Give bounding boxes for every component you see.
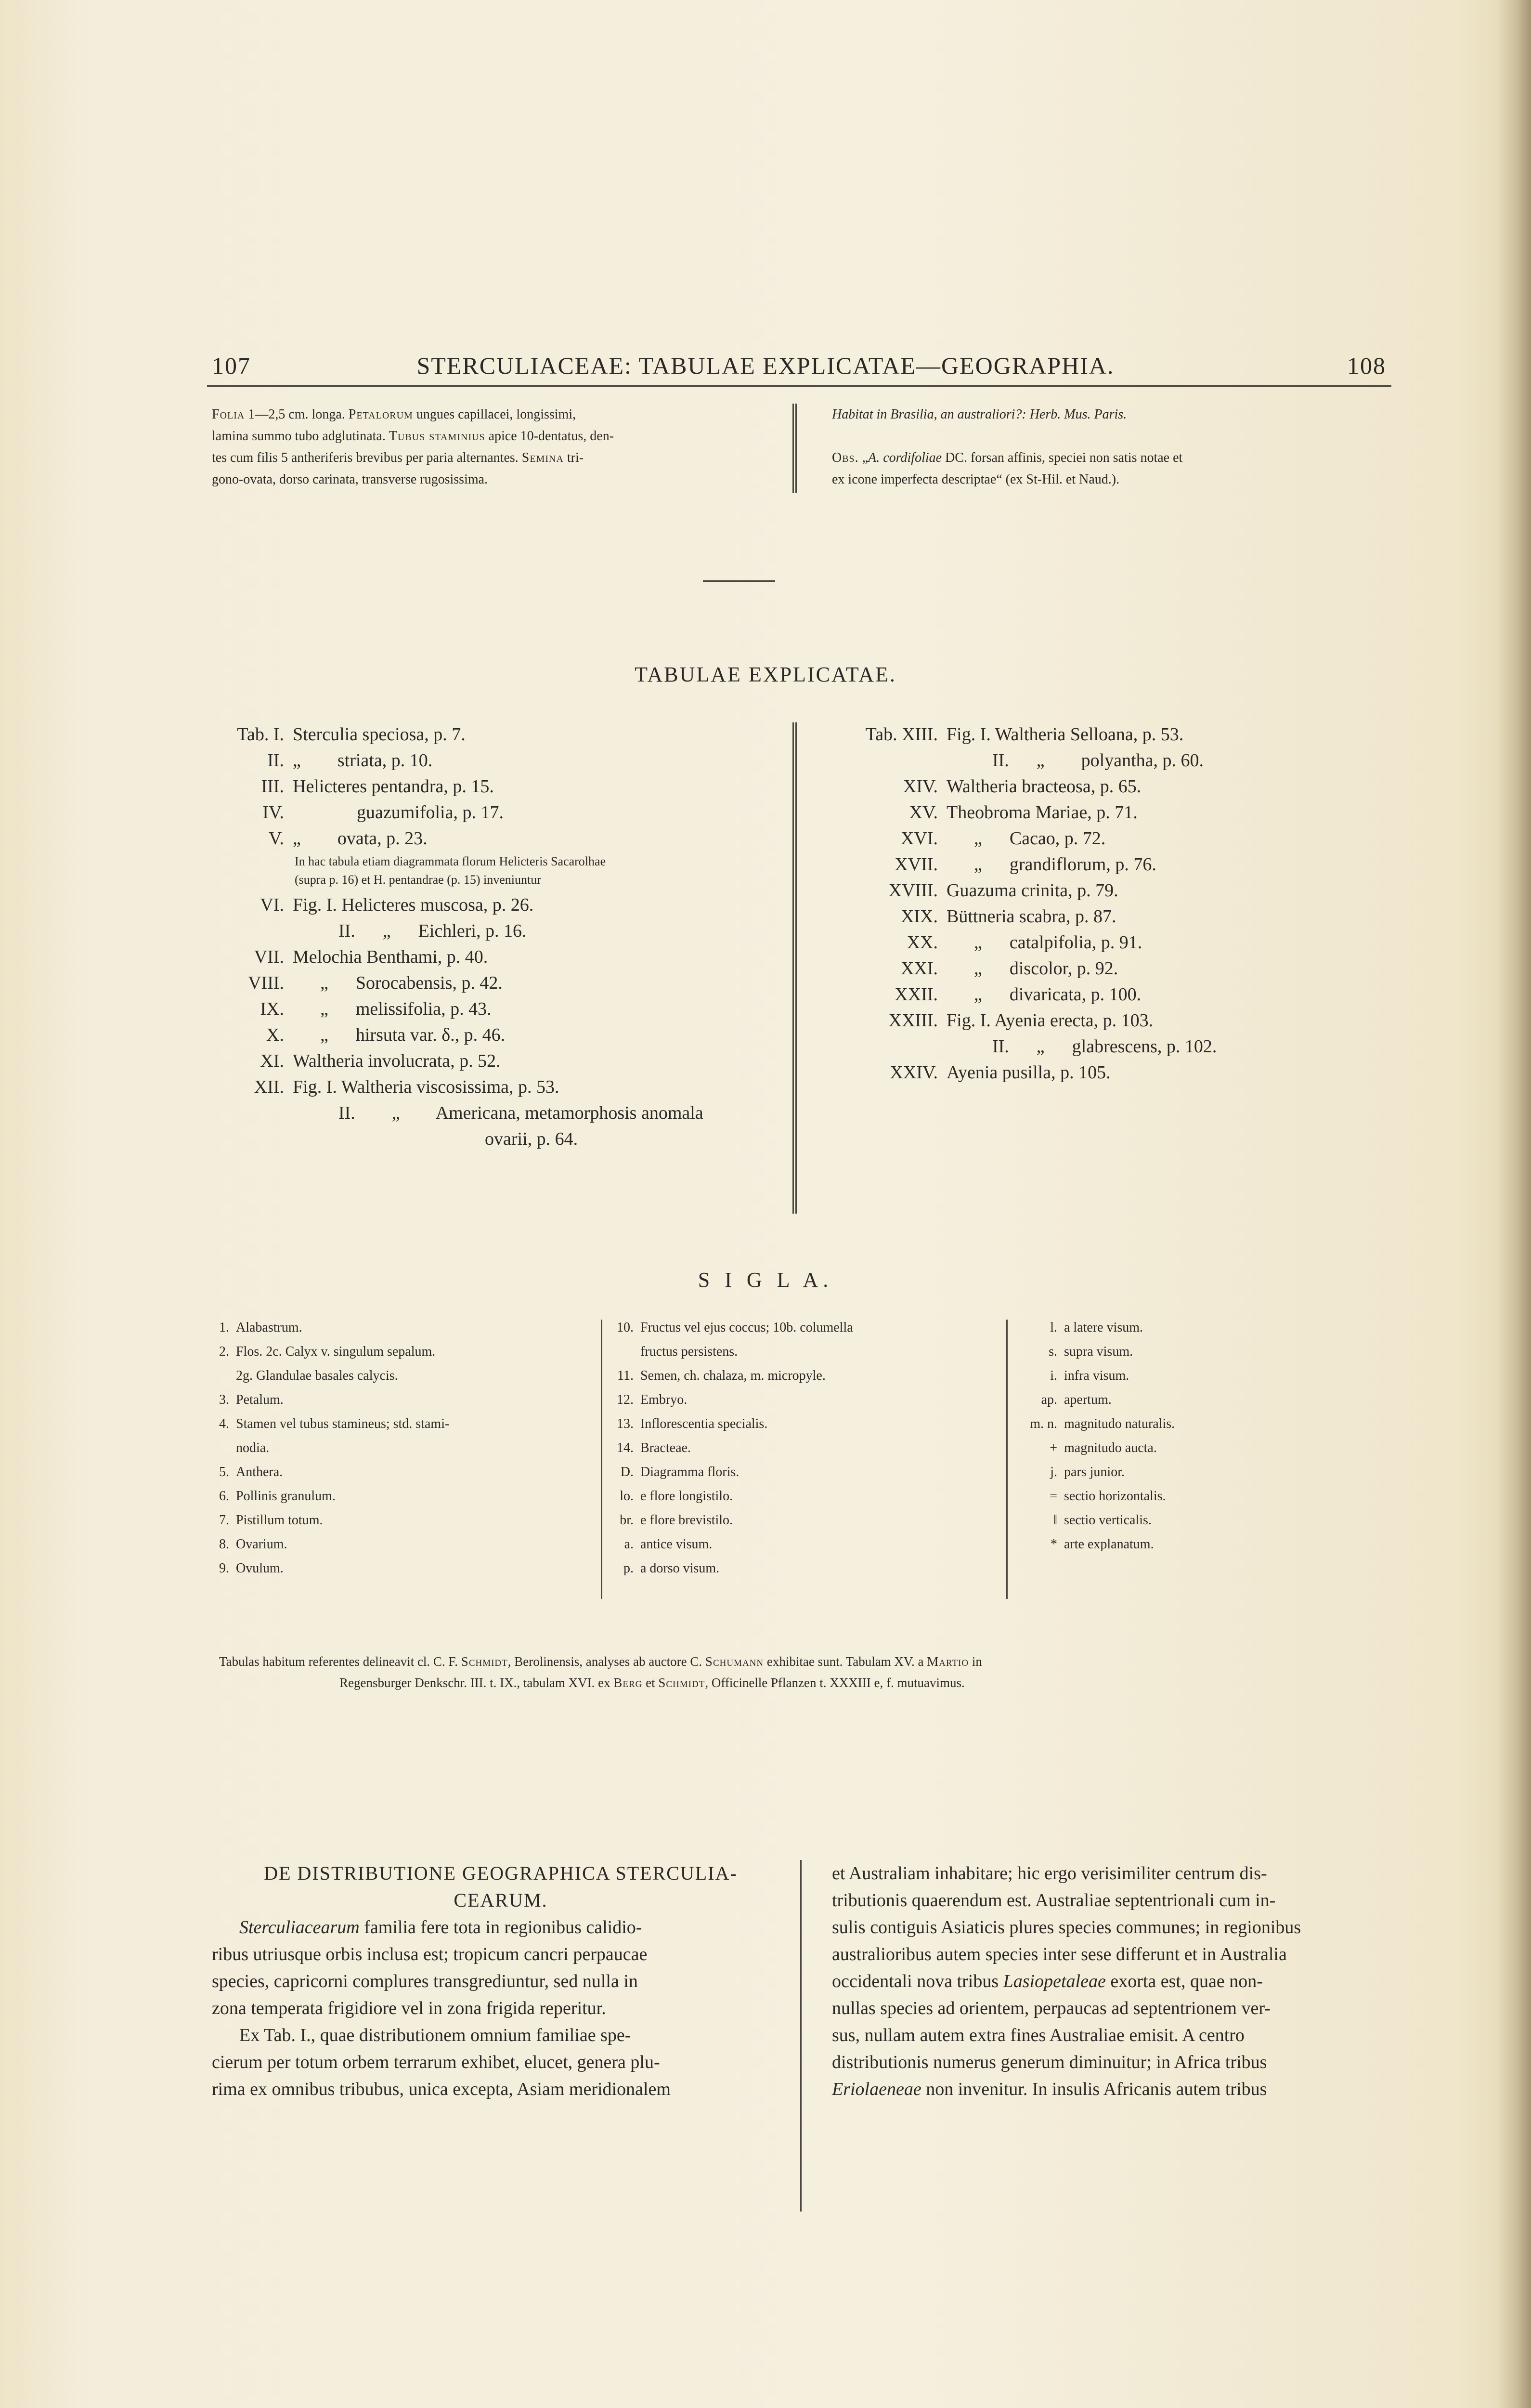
tab-number: XVI. [900,828,938,849]
sigla-key: D. [620,1465,634,1479]
text-segment: gono-ovata, dorso carinata, transverse rugosissima. [212,472,488,487]
sigla-key: 5. [219,1465,229,1479]
sigla-entry [212,1316,597,1340]
text-segment: ribus utriusque orbis inclusa est; tropicum cancri perpaucae [212,1944,648,1964]
text-line [212,1968,790,1995]
text-segment: non invenitur. In insulis Africanis autem tribus [921,2079,1267,2099]
tab-description: „ melissifolia, p. 43. [293,999,492,1019]
sigla-key: * [1051,1537,1057,1552]
small-caps-text: Martio [927,1654,969,1669]
sigla-value: Petalum. [236,1392,284,1407]
text-segment: cierum per totum orbem terrarum exhibet, elucet, genera plu- [212,2052,660,2072]
text-segment: , Berolinensis, analyses ab auctore C. [507,1654,705,1669]
tab-entry [212,970,780,996]
sigla-key: ‖ [1053,1513,1057,1528]
sigla-key: br. [620,1513,634,1528]
right-page-number: 108 [1347,352,1386,379]
tab-note-line: (supra p. 16) et H. pentandrae (p. 15) inveniuntur [295,873,541,887]
sigla-entry [1016,1364,1401,1388]
tab-entry [212,721,780,747]
sigla-entry [1016,1316,1401,1340]
text-segment: „ [858,450,869,465]
sigla-entry [212,1557,597,1581]
sigla-key: 6. [219,1489,229,1504]
tab-description: „ Cacao, p. 72. [947,828,1106,849]
sigla-value: Bracteae. [640,1440,691,1455]
text-line [219,1651,1408,1672]
tab-entry [827,1060,1405,1086]
sigla-entry [1016,1436,1401,1460]
text-line [212,2076,790,2103]
sigla-entry [1016,1412,1401,1436]
tab-entry [827,825,1405,851]
tab-description: guazumifolia, p. 17. [293,802,504,823]
sigla-entry [611,1532,997,1557]
tab-entry [212,1074,780,1100]
text-line [832,2049,1410,2076]
small-caps-text: Obs. [832,450,859,465]
sigla-entry [611,1557,997,1581]
sigla-key: i. [1050,1368,1057,1383]
sigla-value: nodia. [236,1440,270,1455]
sigla-value: Diagramma floris. [640,1465,740,1479]
sigla-value: Embryo. [640,1392,688,1407]
text-line [832,1887,1410,1914]
tab-description: Fig. I. Helicteres muscosa, p. 26. [293,895,534,915]
tab-entry [212,944,780,970]
sigla-entry [212,1436,597,1460]
text-line [832,1941,1410,1968]
distributio-title-line-2: CEARUM. [454,1889,548,1911]
sigla-key: 3. [219,1392,229,1407]
sigla-value: e flore brevistilo. [640,1513,733,1528]
sigla-key: 1. [219,1320,229,1335]
small-caps-text: Petalorum [348,407,413,422]
tab-description: Fig. I. Waltheria Selloana, p. 53. [947,724,1184,745]
sigla-entry [1016,1340,1401,1364]
text-segment: et Australiam inhabitare; hic ergo verisimiliter centrum dis- [832,1863,1267,1884]
tab-note [212,852,780,889]
sigla-value: sectio horizontalis. [1064,1489,1166,1504]
text-segment: distributionis numerus generum diminuitur; in Africa tribus [832,2052,1267,2072]
text-segment: rima ex omnibus tribubus, unica excepta, Asiam meridionalem [212,2079,671,2099]
sigla-entry [1016,1460,1401,1484]
sigla-entry [212,1412,597,1436]
text-segment: DC. forsan affinis, speciei non satis notae et [942,450,1183,465]
tabulae-column-divider [792,722,797,1214]
text-segment: sus, nullam autem extra fines Australiae emisit. A centro [832,2025,1245,2045]
small-caps-text: Schmidt [658,1675,705,1690]
tab-description: Melochia Benthami, p. 40. [293,947,488,967]
text-line [832,1860,1410,1887]
text-line [212,425,780,447]
left-page-number: 107 [212,352,251,379]
sigla-key: s. [1049,1344,1057,1359]
sigla-key: = [1050,1489,1057,1504]
sigla-divider-1 [601,1320,602,1599]
text-segment: lamina summo tubo adglutinata. [212,429,389,444]
text-segment: Tabulas habitum referentes delineavit cl. C. F. [219,1654,461,1669]
tab-number: Tab. I. [237,724,284,745]
sigla-entry [611,1364,997,1388]
text-segment: familia fere tota in regionibus calidio- [359,1917,642,1937]
sigla-value: Fructus vel ejus coccus; 10b. columella [640,1320,853,1335]
tab-description: Fig. I. Waltheria viscosissima, p. 53. [293,1077,559,1097]
sigla-entry [611,1484,997,1508]
text-segment: tributionis quaerendum est. Australiae septentrionali cum in- [832,1890,1276,1911]
italic-text: Sterculiacearum [239,1917,360,1937]
sigla-entry [212,1508,597,1532]
text-line [212,1914,790,1941]
sigla-key: j. [1050,1465,1057,1479]
text-line [212,1941,790,1968]
sigla-column-3 [1016,1316,1401,1557]
tab-number: VII. [254,947,284,967]
tab-number: X. [266,1025,284,1045]
tab-number: XII. [254,1077,284,1097]
tab-description: „ divaricata, p. 100. [947,984,1142,1005]
sigla-entry [611,1316,997,1340]
sigla-value: fructus persistens. [640,1344,738,1359]
tab-description: „ hirsuta var. δ., p. 46. [293,1025,506,1045]
text-line [212,447,780,469]
text-line [832,2022,1410,2049]
tab-description: Waltheria involucrata, p. 52. [293,1051,501,1071]
tab-description: „ Sorocabensis, p. 42. [293,973,503,993]
sigla-value: magnitudo aucta. [1064,1440,1157,1455]
tab-entry [827,721,1405,747]
sigla-entry [611,1340,997,1364]
sigla-key: lo. [620,1489,634,1504]
tab-description: Sterculia speciosa, p. 7. [293,724,466,745]
tab-description: Helicteres pentandra, p. 15. [293,776,494,797]
sigla-entry [1016,1388,1401,1412]
distributio-title-line-1: DE DISTRIBUTIONE GEOGRAPHICA STERCULIA- [264,1862,738,1884]
text-line [832,1968,1410,1995]
tab-number: Tab. XIII. [865,724,938,745]
sigla-entry [212,1388,597,1412]
tab-number: XI. [260,1051,284,1071]
text-segment: tri- [563,450,584,465]
italic-text: A. cordifoliae [868,450,942,465]
tab-number: IV. [262,802,284,823]
tab-number: XVIII. [888,880,938,901]
tabulae-caption [219,1651,1408,1693]
sigla-entry [611,1508,997,1532]
page-header-title [0,352,1531,380]
sigla-value: Flos. 2c. Calyx v. singulum sepalum. [236,1344,436,1359]
tab-entry [212,1048,780,1074]
sigla-value: Alabastrum. [236,1320,302,1335]
tab-number: XVII. [895,854,938,875]
sigla-title: S I G L A. [698,1268,833,1292]
text-segment: , Officinelle Pflanzen t. XXXIII e, f. mutuavimus. [705,1675,965,1690]
tab-entry [827,903,1405,929]
text-line [219,1672,1408,1693]
tab-number: VIII. [248,973,284,993]
sigla-value: magnitudo naturalis. [1064,1416,1175,1431]
text-segment: exorta est, quae non- [1105,1971,1263,1991]
header-rule [207,385,1391,387]
tab-description: Theobroma Mariae, p. 71. [947,802,1138,823]
tab-entry [212,799,780,825]
sigla-key: 9. [219,1561,229,1576]
tab-description: Guazuma crinita, p. 79. [947,880,1118,901]
tab-entry [827,1034,1405,1060]
sigla-key: 7. [219,1513,229,1528]
sigla-entry [212,1460,597,1484]
text-line [832,2076,1410,2103]
tab-entry [212,825,780,851]
sigla-value: Inflorescentia specialis. [640,1416,768,1431]
distributio-column-divider [800,1860,802,2212]
top-left-text [212,404,780,490]
text-line [212,2022,790,2049]
sigla-entry [1016,1532,1401,1557]
sigla-value: Ovarium. [236,1537,287,1552]
sigla-column-2 [611,1316,997,1581]
section-separator-rule [703,580,775,582]
sigla-value: antice visum. [640,1537,713,1552]
text-line [212,469,780,490]
text-line [832,425,1405,447]
italic-text: Lasiopetaleae [1003,1971,1106,1991]
tab-description: „ ovata, p. 23. [293,828,428,849]
sigla-key: 2. [219,1344,229,1359]
sigla-key: m. n. [1030,1416,1057,1431]
sigla-entry [611,1412,997,1436]
sigla-key: p. [623,1561,634,1576]
sigla-key: ap. [1041,1392,1057,1407]
tab-number: II. [267,750,284,771]
text-segment: sulis contiguis Asiaticis plures species communes; in regionibus [832,1917,1301,1937]
tab-number: XXI. [900,958,938,979]
sigla-entry [212,1484,597,1508]
tab-description: II. „ Eichleri, p. 16. [293,921,527,941]
tab-number: XXIII. [888,1010,938,1031]
tab-entry [212,1100,780,1126]
text-line [832,1995,1410,2022]
tab-description: II. „ polyantha, p. 60. [947,750,1204,771]
sigla-value: apertum. [1064,1392,1112,1407]
tabulae-title: TABULAE EXPLICATAE. [635,663,896,686]
text-line [832,1914,1410,1941]
tab-description: „ discolor, p. 92. [947,958,1118,979]
sigla-key: 10. [617,1320,634,1335]
sigla-value: arte explanatum. [1064,1537,1154,1552]
text-segment: exhibitae sunt. Tabulam XV. a [764,1654,927,1669]
text-segment: ungues capillacei, longissimi, [413,407,576,422]
text-segment: et [642,1675,659,1690]
tab-entry [212,773,780,799]
sigla-value: sectio verticalis. [1064,1513,1152,1528]
header-title-text: STERCULIACEAE: TABULAE EXPLICATAE—GEOGRAPHIA. [416,352,1115,379]
sigla-entry [1016,1484,1401,1508]
sigla-column-1 [212,1316,597,1581]
text-segment: occidentali nova tribus [832,1971,1003,1991]
tabulae-left-list [212,721,780,1152]
sigla-key: 12. [617,1392,634,1407]
tab-entry [827,747,1405,773]
small-caps-text: Schmidt [461,1654,508,1669]
tab-entry [827,955,1405,982]
text-segment: in [969,1654,982,1669]
tab-entry [212,892,780,918]
tab-entry [212,1126,780,1152]
tab-description: „ grandiflorum, p. 76. [947,854,1156,875]
tab-description: Waltheria bracteosa, p. 65. [947,776,1142,797]
sigla-divider-2 [1006,1320,1008,1599]
tab-number: XV. [909,802,938,823]
small-caps-text: Schumann [705,1654,764,1669]
tab-entry [212,747,780,773]
text-segment [212,1917,239,1937]
tab-number: IX. [260,999,284,1019]
sigla-value: a dorso visum. [640,1561,720,1576]
text-line [832,404,1405,425]
sigla-value: a latere visum. [1064,1320,1143,1335]
sigla-entry [1016,1508,1401,1532]
small-caps-text: Tubus staminius [389,429,485,444]
tab-number: XIV. [903,776,938,797]
tab-description: Ayenia pusilla, p. 105. [947,1062,1111,1083]
sigla-value: Stamen vel tubus stamineus; std. stami- [236,1416,450,1431]
small-caps-text: Folia [212,407,245,422]
tab-entry [827,773,1405,799]
small-caps-text: Berg [613,1675,643,1690]
tab-entry [212,918,780,944]
tab-description: „ catalpifolia, p. 91. [947,932,1142,953]
text-segment: 1—2,5 cm. longa. [245,407,349,422]
sigla-value: Pistillum totum. [236,1513,323,1528]
tab-number: XIX. [900,906,938,927]
sigla-value: Semen, ch. chalaza, m. micropyle. [640,1368,826,1383]
text-segment: ex icone imperfecta descriptae“ (ex St-Hil. et Naud.). [832,472,1120,487]
sigla-key: l. [1050,1320,1057,1335]
italic-text: Eriolaeneae [832,2079,921,2099]
small-caps-text: Semina [521,450,564,465]
tab-note-line: In hac tabula etiam diagrammata florum Helicteris Sacarolhae [295,854,606,868]
text-line [832,469,1405,490]
sigla-entry [212,1532,597,1557]
tabulae-right-list [827,721,1405,1086]
tab-entry [212,996,780,1022]
tab-entry [827,929,1405,955]
tab-entry [827,1008,1405,1034]
text-segment: nullas species ad orientem, perpaucas ad septentrionem ver- [832,1998,1271,2018]
text-line [212,1995,790,2022]
tab-entry [827,982,1405,1008]
sigla-key: 14. [617,1440,634,1455]
sigla-value: supra visum. [1064,1344,1133,1359]
tab-description: „ striata, p. 10. [293,750,433,771]
column-divider-top [792,404,797,493]
text-segment: tes cum filis 5 antheriferis brevibus per paria alternantes. [212,450,522,465]
text-line [832,447,1405,469]
sigla-value: e flore longistilo. [640,1489,733,1504]
sigla-key: 13. [617,1416,634,1431]
distributio-right-column [832,1860,1410,2103]
distributio-left-column [212,1914,790,2103]
sigla-key: 11. [617,1368,634,1383]
sigla-value: infra visum. [1064,1368,1129,1383]
tab-entry [827,851,1405,877]
sigla-value: Pollinis granulum. [236,1489,336,1504]
tab-description: II. „ Americana, metamorphosis anomala [293,1103,703,1123]
tab-number: XX. [907,932,938,953]
sigla-entry [611,1436,997,1460]
text-segment: zona temperata frigidiore vel in zona frigida reperitur. [212,1998,606,2018]
distributio-title [212,1860,790,1914]
sigla-key: 4. [219,1416,229,1431]
sigla-entry [611,1460,997,1484]
sigla-key: 8. [219,1537,229,1552]
sigla-entry [611,1388,997,1412]
sigla-value: Anthera. [236,1465,283,1479]
italic-text: Habitat in Brasilia, an australiori?: Herb. Mus. Paris. [832,407,1127,422]
tab-number: XXIV. [890,1062,938,1083]
text-line [212,2049,790,2076]
sigla-value: Ovulum. [236,1561,284,1576]
text-segment: species, capricorni complures transgrediuntur, sed nulla in [212,1971,638,1991]
tab-number: V. [268,828,284,849]
tab-number: III. [261,776,284,797]
text-segment: apice 10-dentatus, den- [485,429,614,444]
tab-entry [827,877,1405,903]
tab-entry [827,799,1405,825]
text-segment: Regensburger Denkschr. III. t. IX., tabulam XVI. ex [339,1675,614,1690]
top-right-text [832,404,1405,490]
tab-number: VI. [260,895,284,915]
sigla-value: pars junior. [1064,1465,1125,1479]
tab-description: II. „ glabrescens, p. 102. [947,1036,1217,1057]
tab-description: Fig. I. Ayenia erecta, p. 103. [947,1010,1154,1031]
text-line [212,404,780,425]
tab-description: Büttneria scabra, p. 87. [947,906,1116,927]
tab-entry [212,1022,780,1048]
sigla-entry [212,1340,597,1364]
tab-description: ovarii, p. 64. [293,1129,578,1149]
text-segment: Ex Tab. I., quae distributionem omnium familiae spe- [212,2025,631,2045]
text-segment: australioribus autem species inter sese differunt et in Australia [832,1944,1287,1964]
sigla-entry [212,1364,597,1388]
sigla-key: + [1050,1440,1057,1455]
sigla-key: a. [624,1537,634,1552]
sigla-value: 2g. Glandulae basales calycis. [236,1368,398,1383]
tab-number: XXII. [895,984,938,1005]
